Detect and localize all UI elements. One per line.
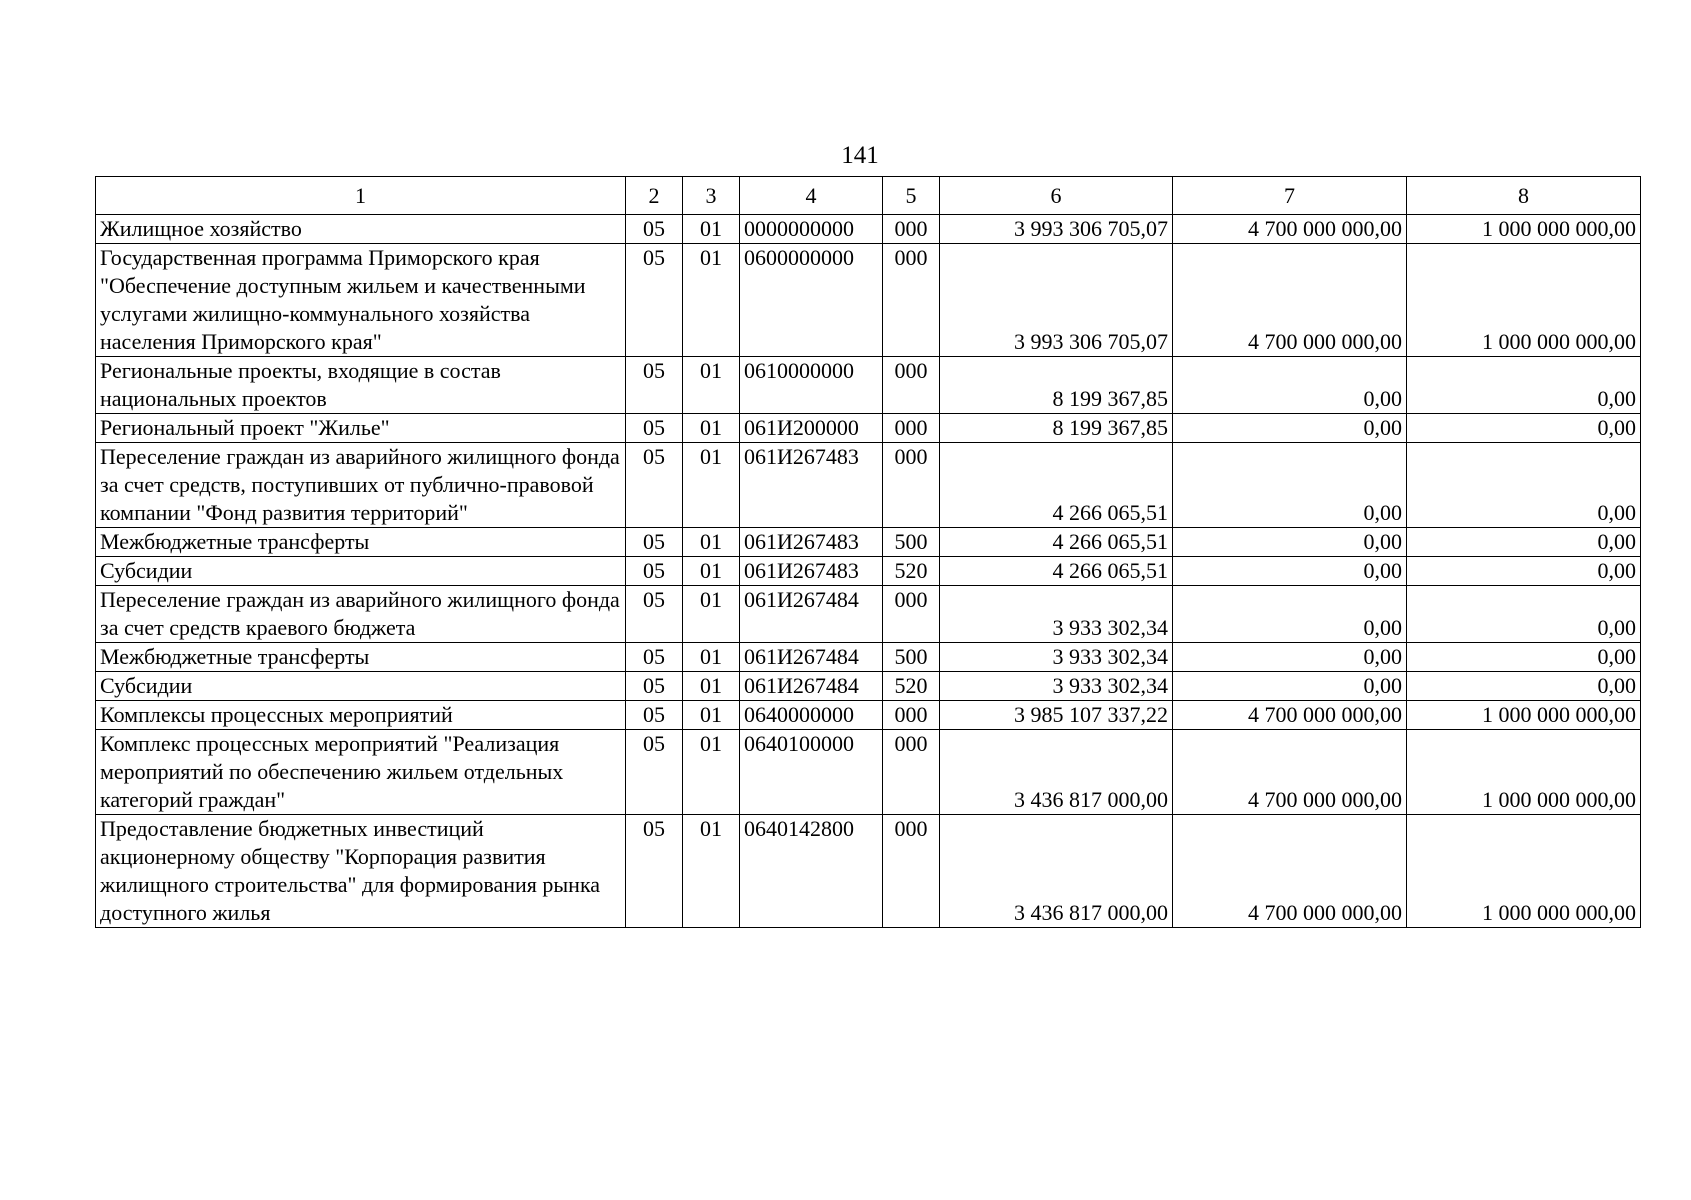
row-name-cell: Переселение граждан из аварийного жилищного фонда за счет средств краевого бюджета (96, 586, 626, 643)
section-cell: 05 (626, 586, 683, 643)
row-name-cell: Предоставление бюджетных инвестиций акционерному обществу "Корпорация развития жилищного строительства" для формирования рынка доступного жилья (96, 815, 626, 928)
subsection-cell: 01 (683, 215, 740, 244)
target-article-cell: 061И267483 (740, 528, 883, 557)
expense-type-cell: 000 (883, 414, 940, 443)
amount-col7-cell: 4 700 000 000,00 (1173, 815, 1407, 928)
amount-col7-cell: 4 700 000 000,00 (1173, 701, 1407, 730)
amount-col6-cell: 3 933 302,34 (940, 643, 1173, 672)
expense-type-cell: 520 (883, 672, 940, 701)
table-row (96, 357, 1641, 414)
subsection-cell: 01 (683, 586, 740, 643)
table-row (96, 557, 1641, 586)
amount-col7-cell: 0,00 (1173, 414, 1407, 443)
row-name-cell: Субсидии (96, 672, 626, 701)
target-article-cell: 061И267484 (740, 586, 883, 643)
row-name-cell: Комплекс процессных мероприятий "Реализация мероприятий по обеспечению жильем отдельных категорий граждан" (96, 730, 626, 815)
table-row (96, 815, 1641, 928)
row-name-cell: Региональный проект "Жилье" (96, 414, 626, 443)
amount-col6-cell: 4 266 065,51 (940, 528, 1173, 557)
subsection-cell: 01 (683, 643, 740, 672)
target-article-cell: 0640100000 (740, 730, 883, 815)
amount-col7-cell: 0,00 (1173, 443, 1407, 528)
page-number: 141 (841, 142, 879, 169)
target-article-cell: 0000000000 (740, 215, 883, 244)
target-article-cell: 061И267484 (740, 643, 883, 672)
amount-col7-cell: 0,00 (1173, 672, 1407, 701)
amount-col6-cell: 4 266 065,51 (940, 557, 1173, 586)
amount-col8-cell: 1 000 000 000,00 (1407, 730, 1641, 815)
amount-col8-cell: 1 000 000 000,00 (1407, 244, 1641, 357)
table-row (96, 414, 1641, 443)
amount-col8-cell: 0,00 (1407, 557, 1641, 586)
table-row (96, 643, 1641, 672)
amount-col8-cell: 0,00 (1407, 443, 1641, 528)
amount-col7-cell: 0,00 (1173, 357, 1407, 414)
target-article-cell: 061И267484 (740, 672, 883, 701)
amount-col6-cell: 3 993 306 705,07 (940, 215, 1173, 244)
subsection-cell: 01 (683, 701, 740, 730)
section-cell: 05 (626, 815, 683, 928)
row-name-cell: Переселение граждан из аварийного жилищного фонда за счет средств, поступивших от публично-правовой компании "Фонд развития территорий" (96, 443, 626, 528)
subsection-cell: 01 (683, 815, 740, 928)
row-name-cell: Комплексы процессных мероприятий (96, 701, 626, 730)
section-cell: 05 (626, 672, 683, 701)
row-name-cell: Государственная программа Приморского края "Обеспечение доступным жильем и качественными услугами жилищно-коммунального хозяйства населения Приморского края" (96, 244, 626, 357)
amount-col8-cell: 0,00 (1407, 357, 1641, 414)
table-row (96, 244, 1641, 357)
header-cell: 4 (740, 177, 883, 215)
expense-type-cell: 000 (883, 357, 940, 414)
amount-col6-cell: 3 436 817 000,00 (940, 815, 1173, 928)
row-name-cell: Региональные проекты, входящие в состав национальных проектов (96, 357, 626, 414)
expense-type-cell: 000 (883, 244, 940, 357)
header-cell: 3 (683, 177, 740, 215)
row-name-cell: Межбюджетные трансферты (96, 643, 626, 672)
amount-col7-cell: 0,00 (1173, 557, 1407, 586)
section-cell: 05 (626, 643, 683, 672)
amount-col8-cell: 1 000 000 000,00 (1407, 815, 1641, 928)
section-cell: 05 (626, 730, 683, 815)
section-cell: 05 (626, 357, 683, 414)
subsection-cell: 01 (683, 244, 740, 357)
subsection-cell: 01 (683, 414, 740, 443)
target-article-cell: 0610000000 (740, 357, 883, 414)
budget-table (95, 176, 1641, 928)
section-cell: 05 (626, 443, 683, 528)
subsection-cell: 01 (683, 357, 740, 414)
expense-type-cell: 500 (883, 643, 940, 672)
target-article-cell: 061И267483 (740, 443, 883, 528)
subsection-cell: 01 (683, 528, 740, 557)
expense-type-cell: 000 (883, 701, 940, 730)
header-cell: 8 (1407, 177, 1641, 215)
target-article-cell: 0640142800 (740, 815, 883, 928)
header-cell: 2 (626, 177, 683, 215)
expense-type-cell: 000 (883, 586, 940, 643)
amount-col8-cell: 0,00 (1407, 586, 1641, 643)
table-row (96, 443, 1641, 528)
amount-col6-cell: 3 933 302,34 (940, 672, 1173, 701)
expense-type-cell: 000 (883, 730, 940, 815)
header-cell: 1 (96, 177, 626, 215)
amount-col6-cell: 4 266 065,51 (940, 443, 1173, 528)
subsection-cell: 01 (683, 730, 740, 815)
section-cell: 05 (626, 528, 683, 557)
amount-col7-cell: 0,00 (1173, 586, 1407, 643)
subsection-cell: 01 (683, 672, 740, 701)
amount-col6-cell: 8 199 367,85 (940, 414, 1173, 443)
amount-col8-cell: 0,00 (1407, 643, 1641, 672)
expense-type-cell: 000 (883, 815, 940, 928)
amount-col8-cell: 0,00 (1407, 414, 1641, 443)
expense-type-cell: 500 (883, 528, 940, 557)
table-row (96, 215, 1641, 244)
table-row (96, 730, 1641, 815)
amount-col7-cell: 0,00 (1173, 528, 1407, 557)
target-article-cell: 0600000000 (740, 244, 883, 357)
row-name-cell: Межбюджетные трансферты (96, 528, 626, 557)
amount-col6-cell: 3 933 302,34 (940, 586, 1173, 643)
table-row (96, 701, 1641, 730)
amount-col6-cell: 8 199 367,85 (940, 357, 1173, 414)
expense-type-cell: 520 (883, 557, 940, 586)
amount-col7-cell: 0,00 (1173, 643, 1407, 672)
amount-col8-cell: 0,00 (1407, 672, 1641, 701)
section-cell: 05 (626, 557, 683, 586)
target-article-cell: 0640000000 (740, 701, 883, 730)
target-article-cell: 061И267483 (740, 557, 883, 586)
section-cell: 05 (626, 244, 683, 357)
amount-col7-cell: 4 700 000 000,00 (1173, 730, 1407, 815)
target-article-cell: 061И200000 (740, 414, 883, 443)
table-row (96, 528, 1641, 557)
subsection-cell: 01 (683, 557, 740, 586)
subsection-cell: 01 (683, 443, 740, 528)
amount-col7-cell: 4 700 000 000,00 (1173, 215, 1407, 244)
amount-col6-cell: 3 436 817 000,00 (940, 730, 1173, 815)
section-cell: 05 (626, 414, 683, 443)
amount-col6-cell: 3 985 107 337,22 (940, 701, 1173, 730)
expense-type-cell: 000 (883, 215, 940, 244)
amount-col8-cell: 0,00 (1407, 528, 1641, 557)
header-cell: 5 (883, 177, 940, 215)
header-cell: 6 (940, 177, 1173, 215)
row-name-cell: Субсидии (96, 557, 626, 586)
amount-col8-cell: 1 000 000 000,00 (1407, 701, 1641, 730)
row-name-cell: Жилищное хозяйство (96, 215, 626, 244)
expense-type-cell: 000 (883, 443, 940, 528)
amount-col7-cell: 4 700 000 000,00 (1173, 244, 1407, 357)
section-cell: 05 (626, 701, 683, 730)
amount-col6-cell: 3 993 306 705,07 (940, 244, 1173, 357)
amount-col8-cell: 1 000 000 000,00 (1407, 215, 1641, 244)
table-row (96, 586, 1641, 643)
table-row (96, 672, 1641, 701)
section-cell: 05 (626, 215, 683, 244)
table-header-row (96, 177, 1641, 215)
header-cell: 7 (1173, 177, 1407, 215)
